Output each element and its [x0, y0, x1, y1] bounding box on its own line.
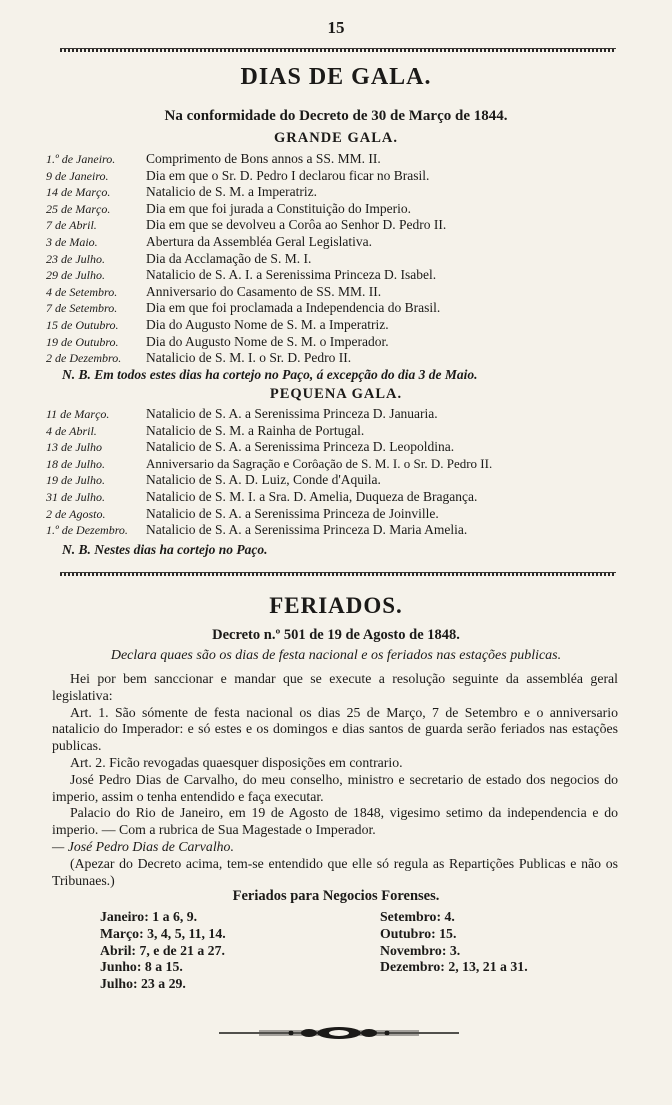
pequena-gala-list — [46, 406, 630, 539]
list-item: 29 de Julho. Natalicio de S. A. I. a Serenissima Princeza D. Isabel. — [46, 267, 437, 283]
list-item: 13 de Julho Natalicio de S. A. a Serenissima Princeza D. Leopoldina. — [46, 439, 455, 455]
list-item: Junho: 8 a 15. — [100, 959, 183, 975]
top-rule — [60, 48, 616, 52]
grande-gala-heading: GRANDE GALA. — [274, 130, 398, 146]
list-item: 1.º de Janeiro. Comprimento de Bons annos a SS. MM. II. — [46, 151, 381, 166]
page-number: 15 — [327, 18, 345, 37]
decree-paragraph: Palacio do Rio de Janeiro, em 19 de Agosto de 1848, vigesimo setimo da independencia e do imperio. — Com a rubrica de Sua Magestade o Imperador. — [52, 805, 618, 838]
list-item: 19 de Outubro. Dia do Augusto Nome de S. M. o Imperador. — [46, 333, 389, 349]
list-item: 25 de Março. Dia em que foi jurada a Constituição do Imperio. — [46, 200, 412, 216]
list-item: Março: 3, 4, 5, 11, 14. — [100, 925, 226, 941]
list-item: 4 de Setembro. Anniversario do Casamento de SS. MM. II. — [46, 283, 382, 299]
decree-subtitle: Na conformidade do Decreto de 30 de Março de 1844. — [164, 108, 508, 124]
list-item: 19 de Julho. Natalicio de S. A. D. Luiz, Conde d'Aquila. — [46, 472, 381, 488]
pequena-gala-heading: PEQUENA GALA. — [269, 386, 403, 402]
list-item: Janeiro: 1 a 6, 9. — [100, 909, 198, 924]
list-item: Novembro: 3. — [380, 942, 461, 958]
list-item: 31 de Julho. Natalicio de S. M. I. a Sra. D. Amelia, Duqueza de Bragança. — [46, 488, 478, 504]
decree-remark: (Apezar do Decreto acima, tem-se entendido que elle só regula as Repartições Publicas e não os Tribunaes.) — [52, 855, 618, 888]
list-item: 7 de Abril. Dia em que se devolveu a Corôa ao Senhor D. Pedro II. — [46, 217, 447, 233]
decree-paragraph: Hei por bem sanccionar e mandar que se execute a resolução seguinte da assembléa geral legislativa: — [52, 671, 618, 703]
forenses-heading: Feriados para Negocios Forenses. — [232, 888, 440, 904]
list-item: 23 de Julho. Dia da Acclamação de S. M. I. — [46, 250, 312, 266]
list-item: 18 de Julho. Anniversario da Sagração e Corôação de S. M. I. o Sr. D. Pedro II. — [46, 455, 493, 471]
closing-ornament — [219, 1026, 459, 1040]
list-item: Julho: 23 a 29. — [100, 976, 186, 992]
list-item: 1.º de Dezembro. Natalicio de S. A. a Serenissima Princeza D. Maria Amelia. — [46, 522, 468, 538]
decree-paragraph: José Pedro Dias de Carvalho, do meu conselho, ministro e secretario de estado dos negocios do imperio, assim o tenha entendido e faça executar. — [52, 771, 618, 804]
page-title: DIAS DE GALA. — [240, 64, 432, 90]
feriados-declaration: Declara quaes são os dias de festa nacional e os feriados nas estações publicas. — [110, 648, 562, 663]
decree-body — [52, 671, 618, 889]
section-rule — [60, 572, 616, 576]
list-item: 2 de Dezembro. Natalicio de S. M. I. o Sr. D. Pedro II. — [46, 350, 352, 366]
list-item: Abril: 7, e de 21 a 27. — [100, 942, 225, 958]
decree-paragraph: Art. 1. São sómente de festa nacional os dias 25 de Março, 7 de Setembro e o anniversario natalicio do Imperador: e só estes e os domingos e dias santos de guarda serão feriados nas estações publicas. — [52, 704, 618, 754]
pequena-gala-note: N. B. Nestes dias ha cortejo no Paço. — [62, 542, 268, 557]
list-item: 2 de Agosto. Natalicio de S. A. a Serenissima Princeza de Joinville. — [46, 505, 439, 521]
feriados-title: FERIADOS. — [269, 593, 403, 618]
feriados-decree: Decreto n.º 501 de 19 de Agosto de 1848. — [212, 627, 460, 643]
list-item: 7 de Setembro. Dia em que foi proclamada a Independencia do Brasil. — [46, 300, 441, 316]
grande-gala-list — [46, 151, 630, 367]
forenses-left-column — [100, 909, 226, 993]
list-item: 14 de Março. Natalicio de S. M. a Imperatriz. — [46, 184, 317, 200]
list-item: 4 de Abril. Natalicio de S. M. a Rainha de Portugal. — [46, 422, 365, 438]
forenses-right-column — [380, 909, 528, 976]
list-item: Dezembro: 2, 13, 21 a 31. — [380, 959, 528, 975]
decree-signature: — José Pedro Dias de Carvalho. — [52, 838, 234, 854]
list-item: 15 de Outubro. Dia do Augusto Nome de S. M. a Imperatriz. — [46, 316, 389, 332]
list-item: 9 de Janeiro. Dia em que o Sr. D. Pedro I declarou ficar no Brasil. — [46, 167, 430, 183]
grande-gala-note: N. B. Em todos estes dias ha cortejo no Paço, á excepção do dia 3 de Maio. — [62, 367, 478, 382]
decree-paragraph: Art. 2. Ficão revogadas quaesquer disposições em contrario. — [70, 754, 403, 770]
list-item: Setembro: 4. — [380, 909, 455, 924]
list-item: 3 de Maio. Abertura da Assembléa Geral Legislativa. — [46, 233, 373, 249]
list-item: 11 de Março. Natalicio de S. A. a Serenissima Princeza D. Januaria. — [46, 406, 438, 421]
list-item: Outubro: 15. — [380, 925, 457, 941]
